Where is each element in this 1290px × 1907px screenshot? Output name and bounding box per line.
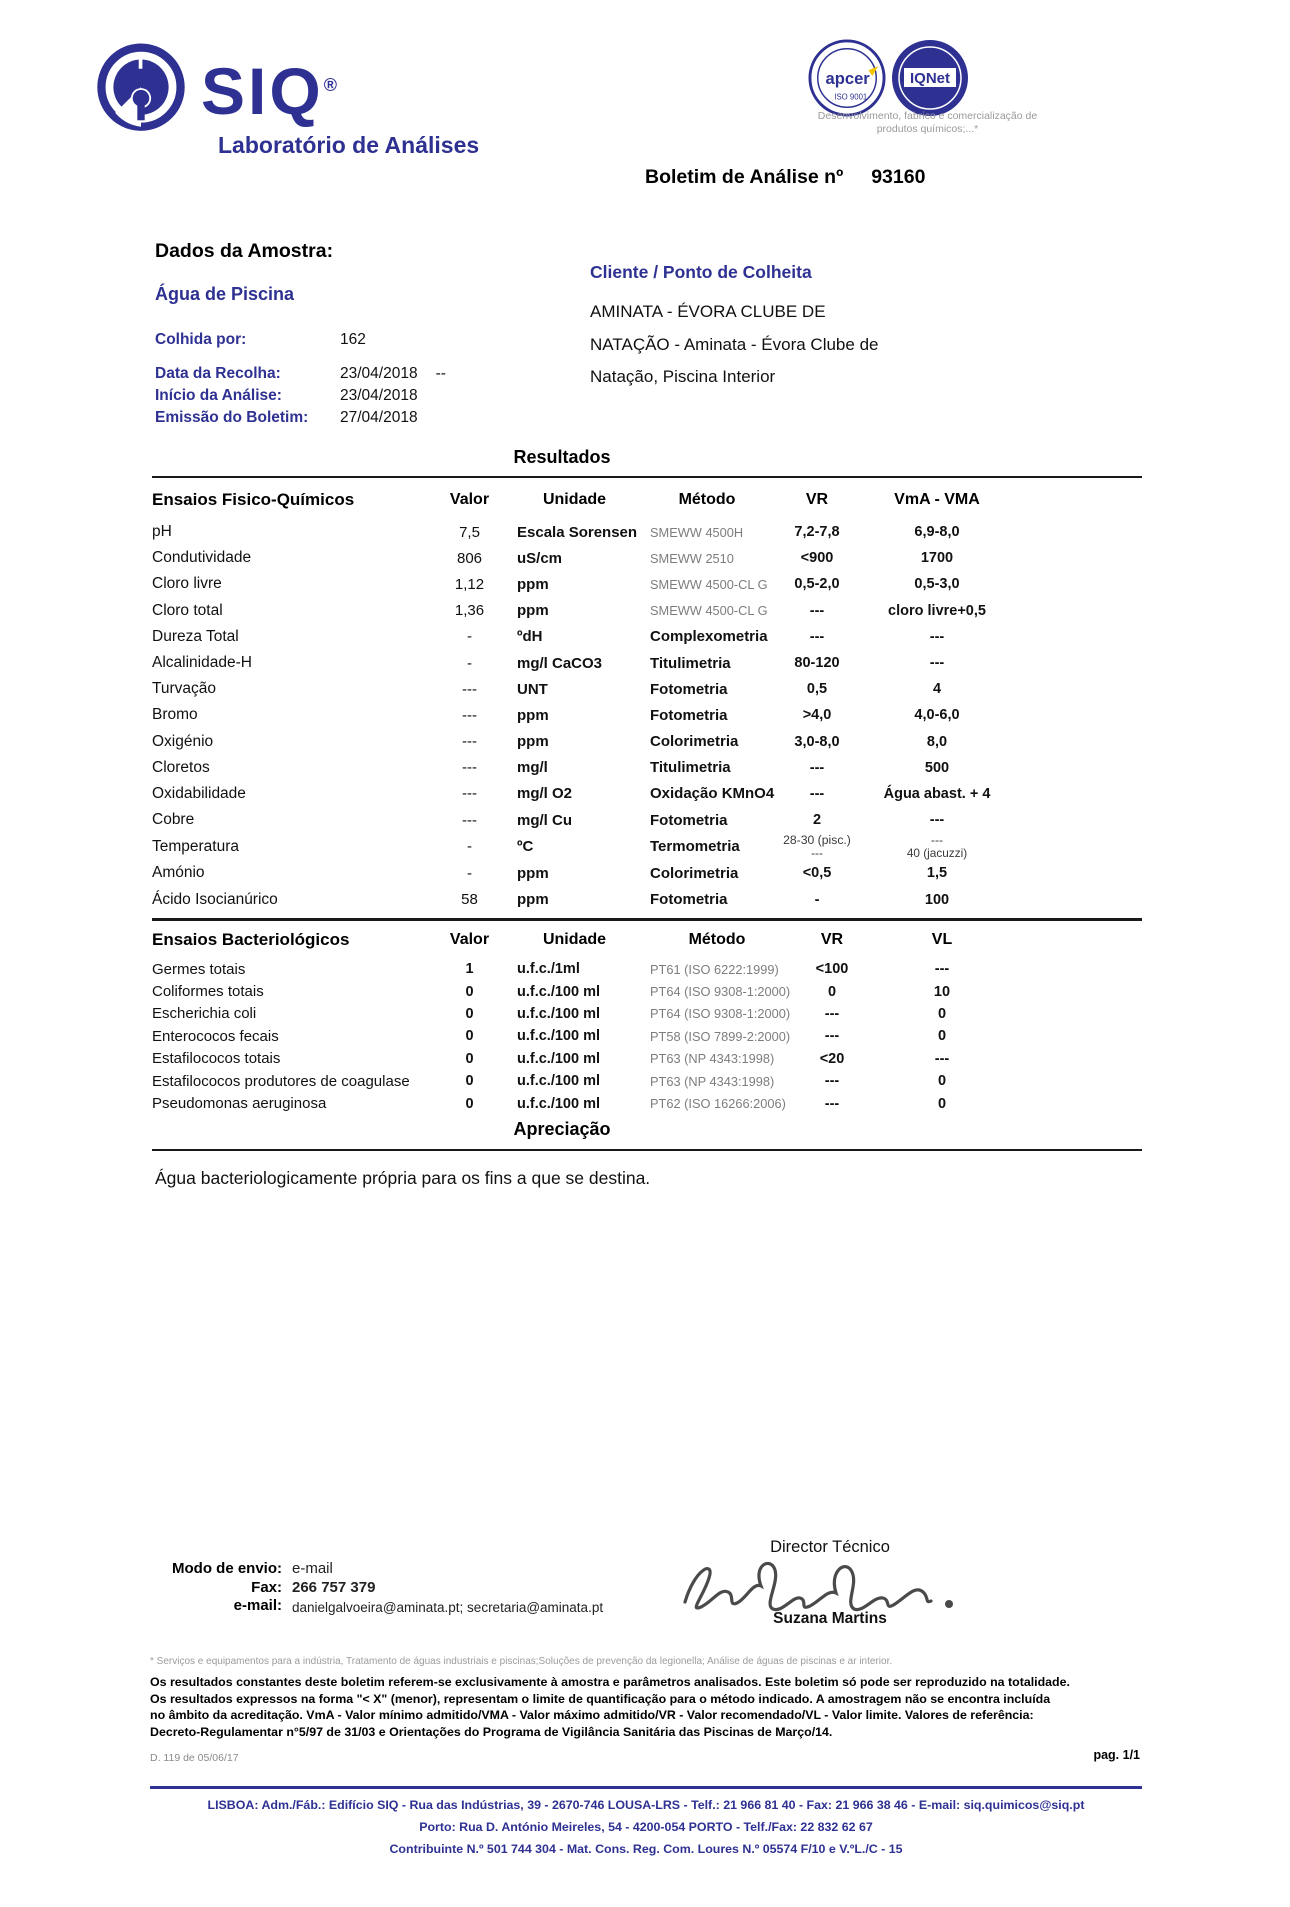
unidade-cell: ppm	[517, 706, 549, 724]
vr-cell: 0,5	[806, 681, 828, 698]
unidade-cell: ppm	[517, 733, 549, 751]
table-header-row	[152, 481, 1012, 519]
param-name-cell: Cloro total	[152, 601, 223, 619]
vma-cell: ---	[929, 812, 945, 829]
vma-cell: cloro livre+0,5	[888, 602, 986, 619]
vr-cell: <20	[819, 1050, 845, 1067]
metodo-cell: Oxidação KMnO4	[650, 785, 775, 803]
table-row	[152, 1092, 1012, 1114]
sample-type: Água de Piscina	[155, 284, 295, 304]
metodo-cell: SMEWW 4500H	[650, 524, 744, 540]
unidade-cell: u.f.c./1ml	[517, 961, 580, 978]
unidade-cell: mg/l O2	[517, 785, 573, 803]
metodo-cell: SMEWW 4500-CL G	[650, 603, 768, 619]
table-row	[152, 886, 1012, 912]
vr-cell: -	[814, 891, 820, 908]
metodo-cell: PT63 (NP 4343:1998)	[650, 1073, 775, 1089]
param-name-cell: Coliformes totais	[152, 983, 264, 1001]
metodo-cell: Fotometria	[650, 706, 728, 724]
table-row	[152, 781, 1012, 807]
vr-cell: ---	[809, 628, 825, 645]
table-row	[152, 958, 1012, 980]
sample-section-title: Dados da Amostra:	[155, 240, 334, 262]
footer-line-lisboa: LISBOA: Adm./Fáb.: Edifício SIQ - Rua das Indústrias, 39 - 2670-746 LOUSA-LRS - Telf.: 21 966 81 40 - Fax: 21 966 38 46 - E-mail: siq.quimicos@siq.pt	[207, 1798, 1085, 1812]
vr-cell: 3,0-8,0	[794, 733, 840, 750]
disclaimer-line: no âmbito da acreditação. VmA - Valor mínimo admitido/VMA - Valor máximo admitido/VR - Valor recomendado/VL - Valor limite. Valores de referência:	[150, 1708, 1034, 1722]
valor-cell: 1	[465, 961, 474, 978]
metodo-cell: Complexometria	[650, 628, 768, 646]
vma-cell: 4,0-6,0	[914, 707, 960, 724]
vma-cell: Água abast. + 4	[883, 785, 991, 802]
table-row	[152, 571, 1012, 597]
param-name-cell: Bromo	[152, 706, 198, 724]
valor-cell: ---	[462, 811, 477, 829]
metodo-cell: Termometria	[650, 838, 740, 856]
valor-cell: -	[467, 628, 472, 646]
valor-cell: 0	[465, 1095, 474, 1112]
param-name-cell: Dureza Total	[152, 627, 239, 645]
registered-mark: ®	[323, 75, 340, 95]
sample-field-extra: --	[435, 365, 446, 382]
valor-cell: -	[467, 654, 472, 672]
table-row	[152, 807, 1012, 833]
vma-cell: 500	[924, 759, 950, 776]
table-row	[152, 624, 1012, 650]
vma-cell: ---	[929, 655, 945, 672]
disclaimer-line: Os resultados expressos na forma "< X" (menor), representam o limite de quantificação para o método indicado. A amostragem não se encontra incluída	[150, 1691, 1051, 1706]
valor-cell: 0	[465, 1005, 474, 1022]
vma-cell: ---	[934, 961, 950, 978]
table-row	[152, 755, 1012, 781]
table-row	[152, 702, 1012, 728]
unidade-cell: ppm	[517, 602, 549, 620]
valor-cell: 1,36	[454, 602, 485, 620]
vr-cell: 0,5-2,0	[794, 576, 840, 593]
valor-cell: ---	[462, 785, 477, 803]
siq-wordmark: SIQ®	[201, 54, 340, 128]
valor-cell: 0	[465, 1050, 474, 1067]
vma-cell: 4	[932, 681, 942, 698]
vma-cell: 0	[937, 1073, 947, 1090]
param-name-cell: Estafilococos totais	[152, 1050, 281, 1068]
unidade-cell: mg/l	[517, 759, 548, 777]
appraisal-title: Apreciação	[513, 1119, 611, 1139]
sample-field-inicio-analise: Início da Análise: 23/04/2018	[155, 387, 418, 404]
param-name-cell: pH	[152, 523, 172, 541]
metodo-cell: Colorimetria	[650, 864, 739, 882]
table-row	[152, 519, 1012, 545]
param-name-cell: Oxidabilidade	[152, 784, 246, 802]
table-row	[152, 650, 1012, 676]
svg-text:IQNet: IQNet	[910, 70, 951, 87]
valor-cell: 1,12	[454, 575, 485, 593]
appraisal-text: Água bacteriologicamente própria para os fins a que se destina.	[155, 1168, 651, 1188]
metodo-cell: Titulimetria	[650, 654, 731, 672]
table-row	[152, 545, 1012, 571]
dispatch-email-row: e-mail: danielgalvoeira@aminata.pt; secretaria@aminata.pt	[233, 1597, 604, 1615]
col-header-vr: VR	[820, 931, 844, 948]
vr-cell: <0,5	[802, 865, 832, 882]
table-row	[152, 1025, 1012, 1047]
dispatch-block	[150, 1560, 603, 1618]
siq-logo	[95, 42, 340, 141]
divider	[152, 476, 1142, 478]
col-header-valor: Valor	[449, 931, 490, 948]
sample-field-data-recolha: Data da Recolha: 23/04/2018 --	[155, 365, 446, 382]
metodo-cell: PT64 (ISO 9308-1:2000)	[650, 984, 791, 1000]
param-name-cell: Estafilococos produtores de coagulase	[152, 1072, 410, 1090]
valor-cell: 58	[461, 891, 478, 909]
disclaimer-block	[150, 1674, 1150, 1740]
footer-divider	[150, 1786, 1142, 1789]
unidade-cell: Escala Sorensen	[517, 523, 638, 541]
vma-cell: ---	[929, 628, 945, 645]
vr-cell: ---	[809, 602, 825, 619]
vr-cell: 2	[812, 812, 822, 829]
dispatch-mode-row: Modo de envio: e-mail	[172, 1560, 333, 1577]
signature-name: Suzana Martins	[773, 1610, 887, 1627]
unidade-cell: ppm	[517, 891, 549, 909]
param-name-cell: Oxigénio	[152, 732, 214, 750]
param-name-cell: Temperatura	[152, 837, 240, 855]
sample-field-colhida-por: Colhida por: 162	[155, 331, 366, 348]
footer-line-contribuinte: Contribuinte N.º 501 744 304 - Mat. Cons. Reg. Com. Loures N.º 05574 F/10 e V.ºL./C - 15	[389, 1842, 903, 1856]
valor-cell: -	[467, 838, 472, 856]
col-header-unidade: Unidade	[542, 491, 607, 508]
col-header-unidade: Unidade	[542, 931, 607, 948]
metodo-cell: PT63 (NP 4343:1998)	[650, 1051, 775, 1067]
col-header-metodo: Método	[678, 491, 736, 508]
metodo-cell: Fotometria	[650, 680, 728, 698]
valor-cell: -	[467, 864, 472, 882]
valor-cell: ---	[462, 759, 477, 777]
vr-cell: <900	[800, 550, 834, 567]
svg-text:ISO 9001: ISO 9001	[834, 92, 868, 102]
unidade-cell: u.f.c./100 ml	[517, 1028, 601, 1045]
bulletin-number: 93160	[871, 166, 926, 188]
unidade-cell: u.f.c./100 ml	[517, 1005, 601, 1022]
disclaimer-line: Os resultados constantes deste boletim referem-se exclusivamente à amostra e parâmetros analisados. Este boletim só pode ser reproduzido na totalidade.	[150, 1675, 1070, 1689]
metodo-cell: Fotometria	[650, 891, 728, 909]
bulletin-label: Boletim de Análise nº	[645, 166, 844, 188]
col-header-metodo: Método	[688, 931, 746, 948]
vr-cell: ---	[809, 759, 825, 776]
bulletin-title	[645, 166, 925, 189]
vr-cell: ---	[824, 1005, 840, 1022]
valor-cell: ---	[462, 706, 477, 724]
col-header-param: Ensaios Fisico-Químicos	[152, 490, 355, 509]
page-number: pag. 1/1	[1093, 1748, 1140, 1762]
table-row	[152, 1003, 1012, 1025]
vr-cell: <100	[815, 961, 849, 978]
param-name-cell: Escherichia coli	[152, 1005, 257, 1023]
metodo-cell: PT64 (ISO 9308-1:2000)	[650, 1006, 791, 1022]
table-header-row	[152, 922, 1012, 958]
disclaimer-line: Decreto-Regulamentar n°5/97 de 31/03 e Orientações do Programa de Vigilância Sanitária das Piscinas de Março/14.	[150, 1724, 833, 1739]
vma-cell: 0	[937, 1005, 947, 1022]
table-row	[152, 860, 1012, 886]
param-name-cell: Enterococos fecais	[152, 1027, 279, 1045]
col-header-vma: VmA - VMA	[894, 491, 980, 508]
table-row	[152, 676, 1012, 702]
document-reference: D. 119 de 05/06/17	[150, 1752, 239, 1764]
unidade-cell: UNT	[517, 680, 548, 698]
results-title: Resultados	[513, 447, 611, 467]
client-line: NATAÇÃO - Aminata - Évora Clube de	[590, 334, 879, 354]
metodo-cell: Fotometria	[650, 811, 728, 829]
valor-cell: 806	[456, 549, 483, 567]
vr-cell: 80-120	[794, 655, 840, 672]
unidade-cell: ºdH	[517, 628, 543, 646]
metodo-cell: Colorimetria	[650, 733, 739, 751]
vr-cell: 28-30 (pisc.) ---	[783, 833, 851, 861]
table-row	[152, 833, 1012, 860]
metodo-cell: PT58 (ISO 7899-2:2000)	[650, 1028, 791, 1044]
param-name-cell: Cobre	[152, 811, 195, 829]
bacterio-results-table	[152, 922, 1012, 1115]
col-header-vr: VR	[805, 491, 829, 508]
physchem-results-table	[152, 481, 1012, 913]
client-name	[590, 296, 878, 394]
param-name-cell: Cloro livre	[152, 575, 222, 593]
metodo-cell: PT61 (ISO 6222:1999)	[650, 961, 779, 977]
vr-cell: 7,2-7,8	[794, 524, 840, 541]
metodo-cell: PT62 (ISO 16266:2006)	[650, 1096, 786, 1112]
unidade-cell: ppm	[517, 864, 549, 882]
valor-cell: 7,5	[459, 523, 480, 541]
vr-cell: ---	[824, 1073, 840, 1090]
valor-cell: 0	[465, 1028, 474, 1045]
siq-logo-mark-icon	[95, 42, 187, 141]
vma-cell: 10	[933, 983, 951, 1000]
col-header-vl: VL	[931, 931, 953, 948]
unidade-cell: ºC	[517, 838, 534, 856]
table-row	[152, 1048, 1012, 1070]
param-name-cell: Germes totais	[152, 960, 246, 978]
lab-title: Laboratório de Análises	[218, 132, 480, 158]
vr-cell: ---	[824, 1095, 840, 1112]
footer-line-porto: Porto: Rua D. António Meireles, 54 - 4200-054 PORTO - Telf./Fax: 22 832 62 67	[419, 1820, 873, 1834]
vma-cell: 6,9-8,0	[914, 524, 960, 541]
divider	[152, 918, 1142, 921]
vma-cell: --- 40 (jacuzzi)	[906, 833, 968, 861]
vma-cell: ---	[934, 1050, 950, 1067]
unidade-cell: u.f.c./100 ml	[517, 1095, 601, 1112]
metodo-cell: SMEWW 4500-CL G	[650, 576, 768, 592]
table-row	[152, 729, 1012, 755]
client-section-title: Cliente / Ponto de Colheita	[590, 262, 812, 282]
client-line: Natação, Piscina Interior	[590, 367, 776, 386]
table-row	[152, 1070, 1012, 1092]
unidade-cell: u.f.c./100 ml	[517, 983, 601, 1000]
certification-caption: Desenvolvimento, fabrico e comercialização de produtos químicos;...*	[817, 110, 1038, 135]
param-name-cell: Ácido Isocianúrico	[152, 890, 278, 908]
param-name-cell: Pseudomonas aeruginosa	[152, 1095, 327, 1113]
svg-text:apcer: apcer	[825, 68, 870, 88]
valor-cell: ---	[462, 680, 477, 698]
dispatch-fax-row: Fax: 266 757 379	[251, 1578, 376, 1596]
vr-cell: ---	[824, 1028, 840, 1045]
vma-cell: 0	[937, 1095, 947, 1112]
valor-cell: ---	[462, 733, 477, 751]
vr-cell: 0	[827, 983, 837, 1000]
vma-cell: 8,0	[926, 733, 948, 750]
vr-cell: ---	[809, 785, 825, 802]
metodo-cell: SMEWW 2510	[650, 550, 734, 566]
param-name-cell: Cloretos	[152, 758, 210, 776]
footer-address-block	[150, 1794, 1142, 1860]
unidade-cell: ppm	[517, 575, 549, 593]
unidade-cell: mg/l Cu	[517, 811, 572, 829]
col-header-param: Ensaios Bacteriológicos	[152, 930, 350, 949]
vma-cell: 0,5-3,0	[914, 576, 960, 593]
unidade-cell: mg/l CaCO3	[517, 654, 603, 672]
vma-cell: 0	[937, 1028, 947, 1045]
vma-cell: 1,5	[926, 865, 948, 882]
vr-cell: >4,0	[802, 707, 832, 724]
table-row	[152, 980, 1012, 1002]
param-name-cell: Amónio	[152, 864, 205, 882]
client-line: AMINATA - ÉVORA CLUBE DE	[590, 302, 826, 321]
valor-cell: 0	[465, 1073, 474, 1090]
unidade-cell: uS/cm	[517, 549, 563, 567]
metodo-cell: Titulimetria	[650, 759, 731, 777]
signature-role: Director Técnico	[770, 1538, 890, 1556]
divider	[152, 1149, 1142, 1151]
col-header-valor: Valor	[449, 491, 490, 508]
param-name-cell: Condutividade	[152, 549, 252, 567]
table-row	[152, 598, 1012, 624]
services-footnote: * Serviços e equipamentos para a indústria, Tratamento de águas industriais e piscinas;Soluções de prevenção da legionella; Análise de águas de piscinas e ar interior.	[150, 1656, 893, 1667]
param-name-cell: Turvação	[152, 680, 217, 698]
unidade-cell: u.f.c./100 ml	[517, 1073, 601, 1090]
sample-field-emissao-boletim: Emissão do Boletim: 27/04/2018	[155, 409, 418, 426]
vma-cell: 1700	[920, 550, 954, 567]
valor-cell: 0	[465, 983, 474, 1000]
vma-cell: 100	[924, 891, 950, 908]
unidade-cell: u.f.c./100 ml	[517, 1050, 601, 1067]
param-name-cell: Alcalinidade-H	[152, 654, 252, 672]
